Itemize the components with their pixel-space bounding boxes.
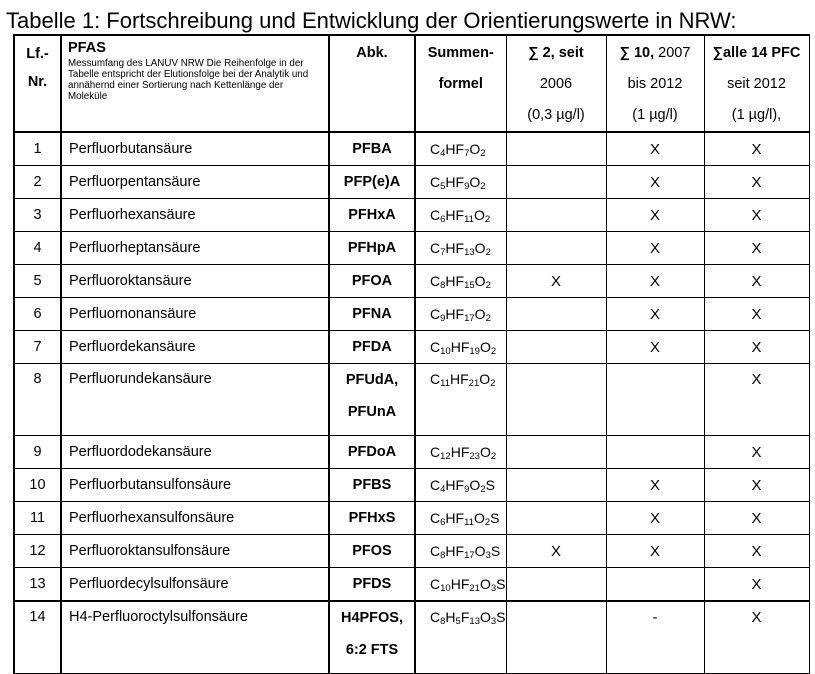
mark-sum2-2006	[506, 331, 606, 364]
abbreviation	[329, 364, 415, 436]
row-number: 13	[14, 568, 61, 602]
header-pfas-title: PFAS	[68, 40, 106, 56]
mark-sum2-2006	[506, 199, 606, 232]
formula-element: O	[479, 339, 491, 355]
formula-subscript: 2	[490, 378, 496, 389]
formula-element: C	[430, 543, 441, 559]
mark-sum14-2012: X	[704, 568, 809, 602]
formula-element: C	[430, 371, 441, 387]
sum-formula	[415, 601, 506, 674]
header-pfas-note: Messumfang des LANUV NRW Die Reihenfolge in der Tabelle entspricht der Elutionsfolge bei der Analytik und annähernd einer Sortierung nach Kettenlänge der Moleküle	[68, 58, 309, 102]
formula-subscript: 5	[455, 616, 461, 627]
formula-element: F	[460, 609, 470, 625]
formula-element: O	[479, 609, 491, 625]
formula-element: O	[474, 273, 486, 289]
formula-subscript: 2	[485, 247, 491, 258]
abbreviation: PFOA	[329, 265, 415, 298]
formula-element: C	[430, 207, 441, 223]
formula-subscript: 21	[469, 583, 480, 594]
table-row	[14, 469, 809, 502]
table-row	[14, 601, 809, 674]
abbreviation: PFHxA	[329, 199, 415, 232]
table-row	[14, 535, 809, 568]
mark-sum2-2006	[506, 232, 606, 265]
mark-sum2-2006	[506, 436, 606, 469]
formula-subscript: 5	[440, 181, 446, 192]
formula-element: S	[496, 576, 506, 592]
mark-sum10-2007: X	[606, 166, 704, 199]
header-pfas	[61, 35, 329, 132]
mark-sum2-2006	[506, 469, 606, 502]
header-sum14-2012: ∑alle 14 PFC seit 2012 (1 µg/l),	[704, 35, 809, 132]
mark-sum2-2006	[506, 166, 606, 199]
formula-subscript: 11	[440, 378, 450, 389]
formula-element: C	[430, 141, 441, 157]
sum-formula	[415, 331, 506, 364]
mark-sum2-2006	[506, 601, 606, 674]
row-number: 8	[14, 364, 61, 436]
mark-sum14-2012: X	[704, 199, 809, 232]
mark-sum10-2007: -	[606, 601, 704, 674]
formula-element: C	[430, 273, 441, 289]
formula-element: H	[445, 609, 456, 625]
mark-sum14-2012: X	[704, 436, 809, 469]
mark-sum10-2007: X	[606, 199, 704, 232]
formula-subscript: 15	[464, 280, 475, 291]
formula-subscript: 2	[490, 346, 497, 357]
formula-subscript: 10	[440, 583, 451, 594]
formula-element: HF	[445, 543, 465, 559]
formula-element: S	[490, 543, 501, 559]
row-number: 1	[14, 132, 61, 166]
formula-element: S	[490, 510, 500, 526]
formula-element: C	[430, 306, 441, 322]
formula-subscript: 21	[468, 378, 480, 389]
sum-formula	[415, 364, 506, 436]
formula-element: O	[474, 240, 486, 256]
formula-element: C	[430, 339, 441, 355]
formula-element: HF	[450, 444, 470, 460]
formula-element: C	[430, 510, 441, 526]
formula-element: O	[474, 306, 486, 322]
formula-subscript: 9	[440, 313, 446, 324]
abbreviation: PFP(e)A	[329, 166, 415, 199]
sum-formula	[415, 469, 506, 502]
mark-sum2-2006: X	[506, 535, 606, 568]
formula-subscript: 8	[440, 550, 446, 561]
formula-subscript: 11	[464, 517, 474, 528]
sum-formula	[415, 436, 506, 469]
formula-subscript: 9	[464, 181, 470, 192]
formula-element: HF	[450, 576, 470, 592]
formula-element: C	[430, 576, 441, 592]
abbreviation-line1: H4PFOS,	[340, 610, 404, 626]
abbreviation-line2: PFUnA	[347, 404, 397, 420]
sum-formula	[415, 132, 506, 166]
formula-element: C	[430, 174, 441, 190]
abbreviation-line1: PFUdA,	[345, 372, 399, 388]
formula-subscript: 10	[440, 346, 451, 357]
mark-sum2-2006	[506, 502, 606, 535]
table-row	[14, 436, 809, 469]
formula-subscript: 11	[464, 214, 474, 225]
abbreviation: PFBA	[329, 132, 415, 166]
substance-name: Perfluorhexansäure	[61, 199, 329, 232]
formula-subscript: 17	[464, 550, 475, 561]
formula-subscript: 23	[469, 451, 480, 462]
formula-element: HF	[445, 306, 465, 322]
row-number: 3	[14, 199, 61, 232]
mark-sum10-2007: X	[606, 502, 704, 535]
abbreviation: PFHxS	[329, 502, 415, 535]
formula-element: HF	[450, 371, 469, 387]
formula-subscript: 9	[464, 484, 470, 495]
formula-element: O	[479, 576, 491, 592]
formula-element: O	[479, 444, 491, 460]
formula-element: HF	[445, 477, 465, 493]
formula-element: O	[479, 371, 491, 387]
row-number: 5	[14, 265, 61, 298]
substance-name: Perfluorbutansulfonsäure	[61, 469, 329, 502]
header-abk: Abk.	[329, 35, 415, 132]
formula-element: HF	[445, 141, 465, 157]
formula-element: HF	[450, 339, 470, 355]
table-row	[14, 298, 809, 331]
formula-subscript: 2	[490, 451, 497, 462]
substance-name: Perfluoroktansulfonsäure	[61, 535, 329, 568]
formula-element: HF	[445, 240, 465, 256]
mark-sum14-2012: X	[704, 502, 809, 535]
abbreviation	[329, 601, 415, 674]
substance-name: Perfluorbutansäure	[61, 132, 329, 166]
formula-subscript: 8	[440, 616, 446, 627]
mark-sum14-2012: X	[704, 364, 809, 436]
mark-sum14-2012: X	[704, 265, 809, 298]
sum-formula	[415, 232, 506, 265]
substance-name: H4-Perfluoroctylsulfonsäure	[61, 601, 329, 674]
formula-subscript: 6	[440, 214, 446, 225]
mark-sum10-2007: X	[606, 331, 704, 364]
table-row	[14, 331, 809, 364]
table-row	[14, 364, 809, 436]
formula-element: O	[469, 141, 481, 157]
abbreviation: PFBS	[329, 469, 415, 502]
formula-subscript: 2	[485, 313, 491, 324]
formula-subscript: 4	[440, 484, 446, 495]
substance-name: Perfluorhexansulfonsäure	[61, 502, 329, 535]
mark-sum2-2006	[506, 568, 606, 602]
substance-name: Perfluordodekansäure	[61, 436, 329, 469]
formula-subscript: 13	[464, 247, 475, 258]
mark-sum2-2006: X	[506, 265, 606, 298]
formula-subscript: 17	[464, 313, 475, 324]
mark-sum10-2007: X	[606, 298, 704, 331]
mark-sum10-2007	[606, 568, 704, 602]
mark-sum14-2012: X	[704, 298, 809, 331]
formula-element: S	[496, 609, 506, 625]
mark-sum10-2007	[606, 364, 704, 436]
substance-name: Perfluornonansäure	[61, 298, 329, 331]
formula-element: C	[430, 444, 441, 460]
formula-subscript: 8	[440, 280, 446, 291]
formula-element: HF	[445, 207, 465, 223]
row-number: 12	[14, 535, 61, 568]
mark-sum2-2006	[506, 132, 606, 166]
row-number: 4	[14, 232, 61, 265]
formula-element: O	[469, 477, 481, 493]
formula-subscript: 4	[440, 148, 446, 159]
row-number: 2	[14, 166, 61, 199]
mark-sum2-2006	[506, 364, 606, 436]
table-row	[14, 568, 809, 602]
sum-formula	[415, 502, 506, 535]
mark-sum10-2007: X	[606, 469, 704, 502]
formula-subscript: 7	[464, 148, 470, 159]
substance-name: Perfluorheptansäure	[61, 232, 329, 265]
formula-element: C	[430, 609, 441, 625]
mark-sum10-2007: X	[606, 535, 704, 568]
sum-formula	[415, 199, 506, 232]
formula-subscript: 3	[485, 550, 491, 561]
formula-subscript: 2	[480, 148, 486, 159]
header-sum2-2006: ∑ 2, seit 2006 (0,3 µg/l)	[506, 35, 606, 132]
sum-formula	[415, 568, 506, 602]
formula-element: O	[473, 207, 485, 223]
row-number: 11	[14, 502, 61, 535]
mark-sum14-2012: X	[704, 132, 809, 166]
abbreviation: PFDA	[329, 331, 415, 364]
formula-subscript: 2	[480, 484, 486, 495]
formula-subscript: 13	[469, 616, 480, 627]
formula-element: C	[430, 240, 441, 256]
substance-name: Perfluoroktansäure	[61, 265, 329, 298]
formula-subscript: 3	[490, 583, 497, 594]
table-row	[14, 199, 809, 232]
substance-name: Perfluordecylsulfonsäure	[61, 568, 329, 602]
formula-subscript: 2	[484, 214, 491, 225]
formula-element: O	[473, 510, 485, 526]
substance-name: Perfluordekansäure	[61, 331, 329, 364]
formula-element: HF	[445, 273, 465, 289]
formula-subscript: 2	[484, 517, 491, 528]
header-summenformel: Summen- formel	[415, 35, 506, 132]
abbreviation: PFDoA	[329, 436, 415, 469]
row-number: 6	[14, 298, 61, 331]
mark-sum14-2012: X	[704, 232, 809, 265]
table-row	[14, 265, 809, 298]
table-row	[14, 232, 809, 265]
row-number: 10	[14, 469, 61, 502]
formula-element: O	[474, 543, 486, 559]
row-number: 14	[14, 601, 61, 674]
table-header-row	[14, 35, 809, 132]
mark-sum14-2012: X	[704, 166, 809, 199]
abbreviation: PFNA	[329, 298, 415, 331]
table-row	[14, 502, 809, 535]
formula-subscript: 2	[480, 181, 486, 192]
mark-sum14-2012: X	[704, 601, 809, 674]
formula-subscript: 7	[440, 247, 446, 258]
row-number: 7	[14, 331, 61, 364]
mark-sum14-2012: X	[704, 331, 809, 364]
formula-element: HF	[445, 174, 465, 190]
formula-subscript: 12	[440, 451, 451, 462]
table-row	[14, 166, 809, 199]
formula-subscript: 2	[485, 280, 491, 291]
abbreviation: PFDS	[329, 568, 415, 602]
mark-sum10-2007: X	[606, 232, 704, 265]
substance-name: Perfluorpentansäure	[61, 166, 329, 199]
abbreviation-line2: 6:2 FTS	[345, 642, 399, 658]
formula-element: O	[469, 174, 481, 190]
substance-name: Perfluorundekansäure	[61, 364, 329, 436]
formula-subscript: 6	[440, 517, 446, 528]
row-number: 9	[14, 436, 61, 469]
sum-formula	[415, 166, 506, 199]
sum-formula	[415, 265, 506, 298]
table-row	[14, 132, 809, 166]
header-lfnr: Lf.- Nr.	[14, 35, 61, 132]
formula-subscript: 3	[490, 616, 497, 627]
formula-element: C	[430, 477, 441, 493]
abbreviation: PFHpA	[329, 232, 415, 265]
formula-element: HF	[445, 510, 465, 526]
pfas-table	[13, 34, 810, 674]
table-caption: Tabelle 1: Fortschreibung und Entwicklung der Orientierungswerte in NRW:	[6, 8, 737, 33]
formula-subscript: 19	[469, 346, 480, 357]
mark-sum14-2012: X	[704, 469, 809, 502]
mark-sum10-2007: X	[606, 265, 704, 298]
formula-element: S	[485, 477, 495, 493]
abbreviation: PFOS	[329, 535, 415, 568]
mark-sum2-2006	[506, 298, 606, 331]
mark-sum10-2007	[606, 436, 704, 469]
mark-sum14-2012: X	[704, 535, 809, 568]
sum-formula	[415, 298, 506, 331]
sum-formula	[415, 535, 506, 568]
mark-sum10-2007: X	[606, 132, 704, 166]
header-sum10-2007: ∑ 10, 2007 bis 2012 (1 µg/l)	[606, 35, 704, 132]
